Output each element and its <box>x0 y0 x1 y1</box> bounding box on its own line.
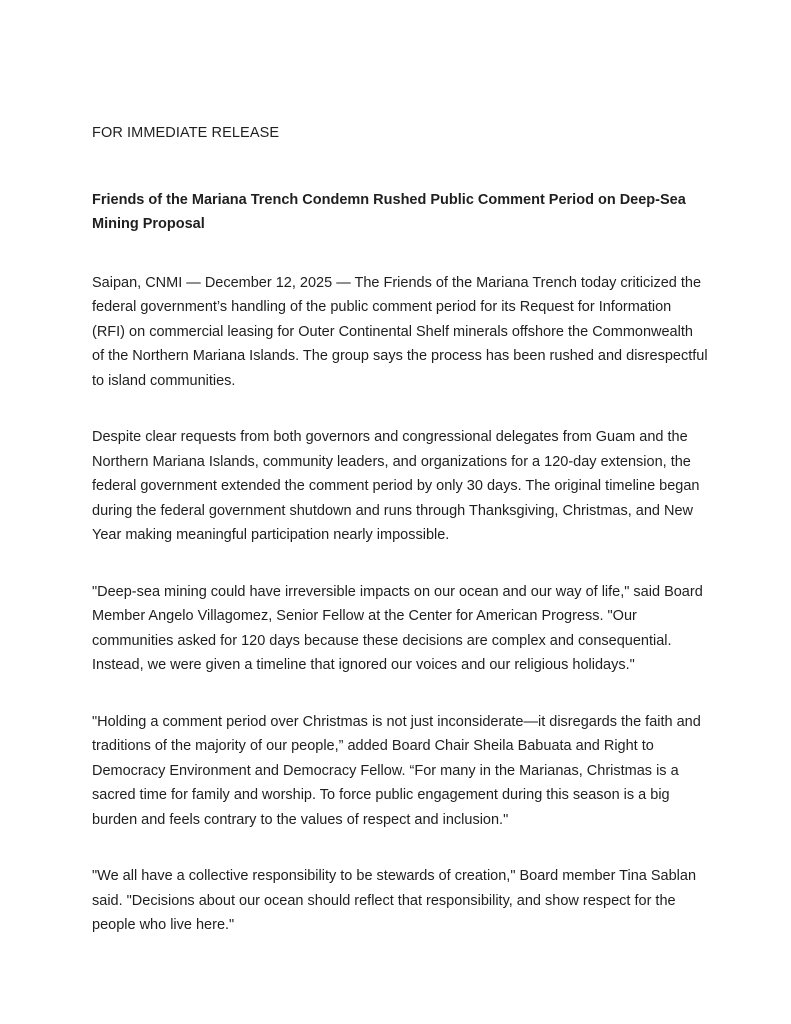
paragraph-quote-villagomez: "Deep-sea mining could have irreversible impacts on our ocean and our way of life," said Board Member Angelo Villagomez, Senior Fellow at the Center for American Progress. "Our communities asked for 120 days because these decisions are complex and consequential. Instead, we were given a timeline that ignored our voices and our religious holidays." <box>92 583 703 673</box>
paragraph-dateline-intro: Saipan, CNMI — December 12, 2025 — The Friends of the Mariana Trench today criticized the federal government’s handling of the public comment period for its Request for Information (RFI) on commercial leasing for Outer Continental Shelf minerals offshore the Commonwealth of the Northern Mariana Islands. The group says the process has been rushed and disrespectful to island communities. <box>92 274 708 389</box>
headline: Friends of the Mariana Trench Condemn Rushed Public Comment Period on Deep-Sea Mining Proposal <box>92 191 686 232</box>
release-line: FOR IMMEDIATE RELEASE <box>92 125 280 141</box>
paragraph-extension-request: Despite clear requests from both governors and congressional delegates from Guam and the Northern Mariana Islands, community leaders, and organizations for a 120-day extension, the federal government extended the comment period by only 30 days. The original timeline began during the federal government shutdown and runs through Thanksgiving, Christmas, and New Year making meaningful participation nearly impossible. <box>92 429 700 543</box>
paragraph-quote-sablan: "We all have a collective responsibility to be stewards of creation," Board member Tina Sablan said. "Decisions about our ocean should reflect that responsibility, and show respect for the people who live here." <box>92 868 697 933</box>
paragraph-quote-babuata: "Holding a comment period over Christmas is not just inconsiderate—it disregards the faith and traditions of the majority of our people,” added Board Chair Sheila Babuata and Right to Democracy Environment and Democracy Fellow. “For many in the Marianas, Christmas is a sacred time for family and worship. To force public engagement during this season is a big burden and feels contrary to the values of respect and inclusion." <box>92 713 701 828</box>
